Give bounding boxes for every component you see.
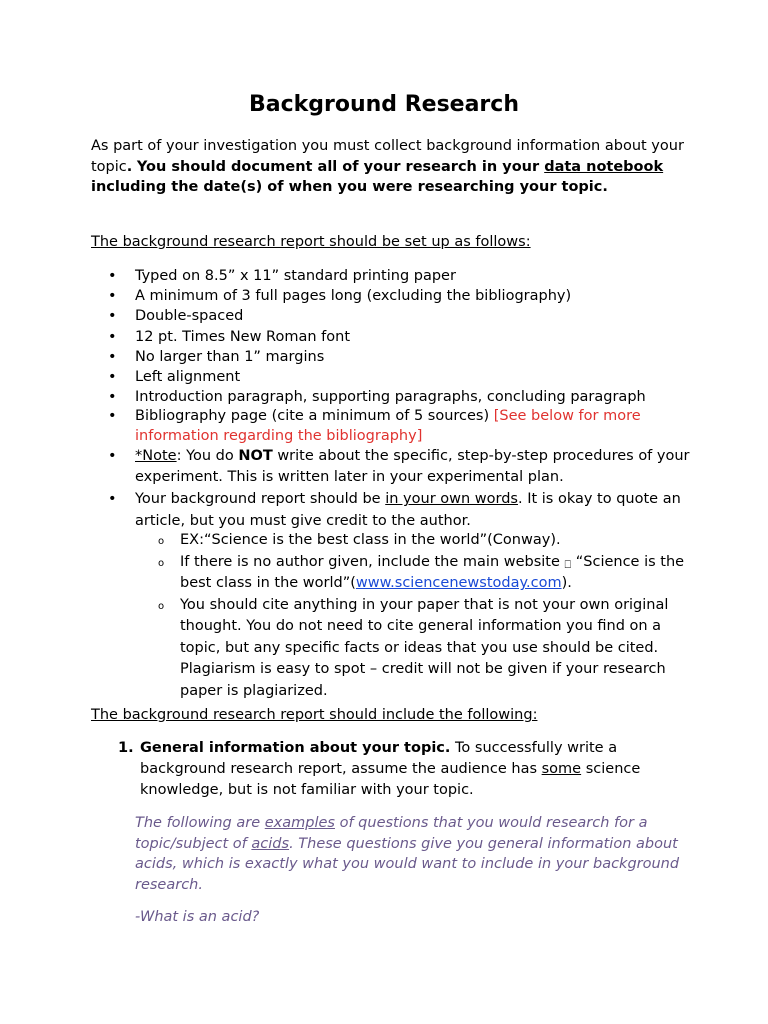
page-title: Background Research xyxy=(248,92,519,117)
include-heading: The background research report should include the following: xyxy=(91,707,538,723)
sub-list-item xyxy=(135,530,693,552)
bibliography-note: [See below for more information regarding the bibliography] xyxy=(135,408,641,444)
item-text: science knowledge, but is not familiar with your topic. xyxy=(140,761,641,798)
bullet-text: Bibliography page (cite a minimum of 5 sources) xyxy=(135,408,494,425)
example-question: -What is an acid? xyxy=(135,909,260,925)
intro-bold-text-end: including the date(s) of when you were researching your topic. xyxy=(91,179,608,195)
bullet-text: Introduction paragraph, supporting paragraphs, concluding paragraph xyxy=(135,389,646,406)
some-emphasis: some xyxy=(541,761,582,777)
item-heading: General information about your topic. xyxy=(140,740,451,756)
sub-list-item xyxy=(135,552,693,595)
sub-bullet-text: ). xyxy=(561,575,572,592)
examples-text: of questions that you would research for a topic/subject of xyxy=(135,815,648,852)
list-item xyxy=(108,488,693,702)
item-text: To successfully write a background research report, assume the audience has xyxy=(140,740,618,777)
intro-text: As part of your investigation you must collect background information about your topic xyxy=(91,138,684,175)
item-number: 1. xyxy=(118,740,134,756)
examples-emphasis: examples xyxy=(264,815,335,831)
bullet-text: : You do xyxy=(176,448,239,465)
sub-bullet-text: If there is no author given, include the main website xyxy=(180,553,565,570)
intro-paragraph xyxy=(91,136,691,198)
acids-emphasis: acids xyxy=(251,835,290,852)
list-item xyxy=(108,327,693,347)
own-words-emphasis: in your own words xyxy=(385,491,518,508)
website-link[interactable]: www.sciencenewstoday.com xyxy=(355,575,562,592)
sub-bullet-text: EX:“Science is the best class in the world”(Conway). xyxy=(180,532,561,549)
bullet-text: 12 pt. Times New Roman font xyxy=(135,328,351,345)
numbered-item xyxy=(118,738,678,801)
data-notebook-term: data notebook xyxy=(544,158,664,175)
bullet-text: Double-spaced xyxy=(135,308,244,325)
bullet-text: No larger than 1” margins xyxy=(135,348,325,365)
setup-bullet-list xyxy=(108,266,693,702)
examples-text: . These questions give you general information about acids, which is exactly what you would want to include in your background research. xyxy=(135,835,680,893)
list-item xyxy=(108,446,693,488)
bullet-text: . It is okay to quote an article, but you must give credit to the author. xyxy=(135,491,681,530)
examples-paragraph xyxy=(135,813,685,895)
list-item xyxy=(108,407,693,446)
placeholder-box-icon: ⎕ xyxy=(564,557,572,571)
list-item xyxy=(108,387,693,407)
bullet-text: A minimum of 3 full pages long (excluding the bibliography) xyxy=(135,288,572,305)
sub-bullet-text: You should cite anything in your paper that is not your own original thought. You do not need to cite general information you find on a topic, but any specific facts or ideas that you use should be cited. Plagiarism is easy to spot – credit will not be given if your research paper is plagiarized. xyxy=(180,596,669,699)
include-numbered-list xyxy=(118,738,678,801)
citation-sub-list xyxy=(135,530,693,702)
list-item xyxy=(108,367,693,387)
not-emphasis: NOT xyxy=(238,448,273,465)
intro-period: . xyxy=(126,158,133,175)
sub-bullet-text: “Science is the best class in the world”( xyxy=(180,553,685,592)
bullet-text: Typed on 8.5” x 11” standard printing paper xyxy=(135,268,456,284)
list-item xyxy=(108,286,693,306)
setup-heading: The background research report should be set up as follows: xyxy=(91,234,531,250)
list-item xyxy=(108,347,693,367)
examples-text: The following are xyxy=(135,815,265,831)
bullet-text: Left alignment xyxy=(135,369,241,386)
intro-bold-text: You should document all of your research in your xyxy=(136,158,545,175)
note-label: *Note xyxy=(135,448,177,465)
sub-list-item xyxy=(135,595,693,703)
bullet-text: write about the specific, step-by-step procedures of your experiment. This is written later in your experimental plan. xyxy=(135,448,690,486)
list-item xyxy=(108,266,693,286)
bullet-text: Your background report should be xyxy=(135,491,386,508)
list-item xyxy=(108,306,693,326)
